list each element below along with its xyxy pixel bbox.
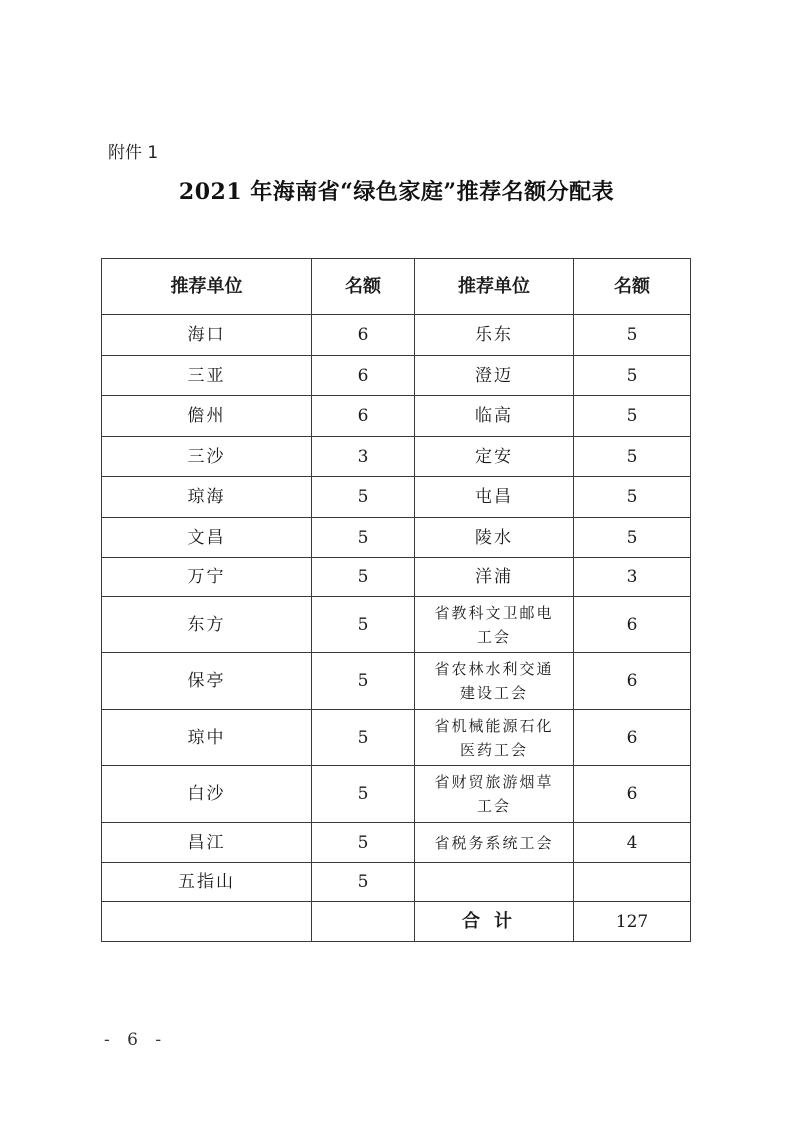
right-quota-cell: 3 [574, 558, 691, 597]
right-unit-line-1: 乐东 [475, 325, 513, 345]
right-quota-cell: 4 [574, 823, 691, 863]
left-unit-cell: 文昌 [102, 518, 312, 558]
left-quota-cell: 5 [312, 766, 415, 823]
left-quota-cell: 5 [312, 558, 415, 597]
attachment-label: 附件 1 [108, 143, 159, 163]
right-quota-cell: 5 [574, 356, 691, 396]
quota-table [101, 258, 691, 942]
total-empty-cell [102, 902, 312, 942]
page-number: - 6 - [104, 1030, 168, 1050]
table-row [102, 356, 691, 396]
right-unit-cell [415, 863, 574, 902]
left-unit-cell: 琼中 [102, 710, 312, 766]
total-label: 合计 [415, 902, 574, 942]
right-unit-line-1: 省税务系统工会 [434, 833, 554, 852]
left-quota-cell: 6 [312, 396, 415, 437]
table-body [102, 315, 691, 902]
header-unit-right: 推荐单位 [415, 259, 574, 315]
left-quota-cell: 5 [312, 477, 415, 518]
right-quota-cell: 5 [574, 437, 691, 477]
left-unit-cell: 五指山 [102, 863, 312, 902]
right-unit-cell [415, 558, 574, 597]
left-quota-cell: 5 [312, 597, 415, 653]
right-unit-line-1: 省财贸旅游烟草 [434, 773, 554, 791]
left-unit-cell: 万宁 [102, 558, 312, 597]
left-unit-cell: 昌江 [102, 823, 312, 863]
table-row [102, 863, 691, 902]
right-unit-cell [415, 710, 574, 766]
document-title: 2021 年海南省“绿色家庭”推荐名额分配表 [178, 179, 615, 205]
table-row [102, 315, 691, 356]
right-unit-cell [415, 518, 574, 558]
table-row [102, 597, 691, 653]
right-unit-cell [415, 437, 574, 477]
table-row [102, 477, 691, 518]
left-unit-cell: 儋州 [102, 396, 312, 437]
total-row [102, 902, 691, 942]
right-unit-line-2: 医药工会 [459, 740, 528, 759]
header-quota-left: 名额 [312, 259, 415, 315]
right-unit-line-2: 工会 [476, 627, 511, 646]
right-quota-cell: 5 [574, 396, 691, 437]
table-row [102, 518, 691, 558]
right-quota-cell: 6 [574, 710, 691, 766]
right-unit-line-1: 省农林水利交通 [434, 660, 554, 678]
right-unit-line-1: 临高 [475, 406, 513, 426]
left-unit-cell: 琼海 [102, 477, 312, 518]
table-row [102, 396, 691, 437]
right-unit-line-1: 定安 [475, 446, 513, 467]
left-quota-cell: 6 [312, 356, 415, 396]
left-quota-cell: 5 [312, 710, 415, 766]
right-unit-line-1: 省教科文卫邮电 [434, 603, 554, 622]
table-row [102, 823, 691, 863]
left-unit-cell: 三亚 [102, 356, 312, 396]
right-quota-cell: 6 [574, 766, 691, 823]
table-row [102, 653, 691, 710]
left-unit-cell: 三沙 [102, 437, 312, 477]
total-value: 127 [574, 902, 691, 942]
table-row [102, 766, 691, 823]
header-quota-right: 名额 [574, 259, 691, 315]
left-unit-cell: 白沙 [102, 766, 312, 823]
left-unit-cell: 海口 [102, 315, 312, 356]
right-quota-cell: 5 [574, 477, 691, 518]
left-quota-cell: 6 [312, 315, 415, 356]
right-unit-cell [415, 653, 574, 710]
left-unit-cell: 东方 [102, 597, 312, 653]
right-unit-line-1: 洋浦 [475, 567, 513, 587]
table-row [102, 558, 691, 597]
left-quota-cell: 3 [312, 437, 415, 477]
left-quota-cell: 5 [312, 518, 415, 558]
right-unit-line-1: 澄迈 [475, 365, 513, 386]
right-unit-line-2: 建设工会 [459, 684, 528, 702]
right-quota-cell: 6 [574, 597, 691, 653]
table-row [102, 437, 691, 477]
header-unit-left: 推荐单位 [102, 259, 312, 315]
left-quota-cell: 5 [312, 653, 415, 710]
left-unit-cell: 保亭 [102, 653, 312, 710]
right-unit-line-1: 省机械能源石化 [434, 716, 554, 735]
table-header-row [102, 259, 691, 315]
table-row [102, 710, 691, 766]
right-unit-cell [415, 766, 574, 823]
right-unit-line-1: 陵水 [475, 527, 513, 548]
right-unit-line-1: 屯昌 [475, 487, 513, 507]
right-quota-cell: 5 [574, 315, 691, 356]
left-quota-cell: 5 [312, 863, 415, 902]
right-unit-line-2: 工会 [476, 797, 511, 815]
right-quota-cell [574, 863, 691, 902]
right-unit-cell [415, 315, 574, 356]
right-unit-cell [415, 597, 574, 653]
left-quota-cell: 5 [312, 823, 415, 863]
right-quota-cell: 6 [574, 653, 691, 710]
right-unit-cell [415, 356, 574, 396]
right-unit-cell [415, 477, 574, 518]
right-unit-cell [415, 823, 574, 863]
right-unit-cell [415, 396, 574, 437]
total-empty-cell [312, 902, 415, 942]
right-quota-cell: 5 [574, 518, 691, 558]
